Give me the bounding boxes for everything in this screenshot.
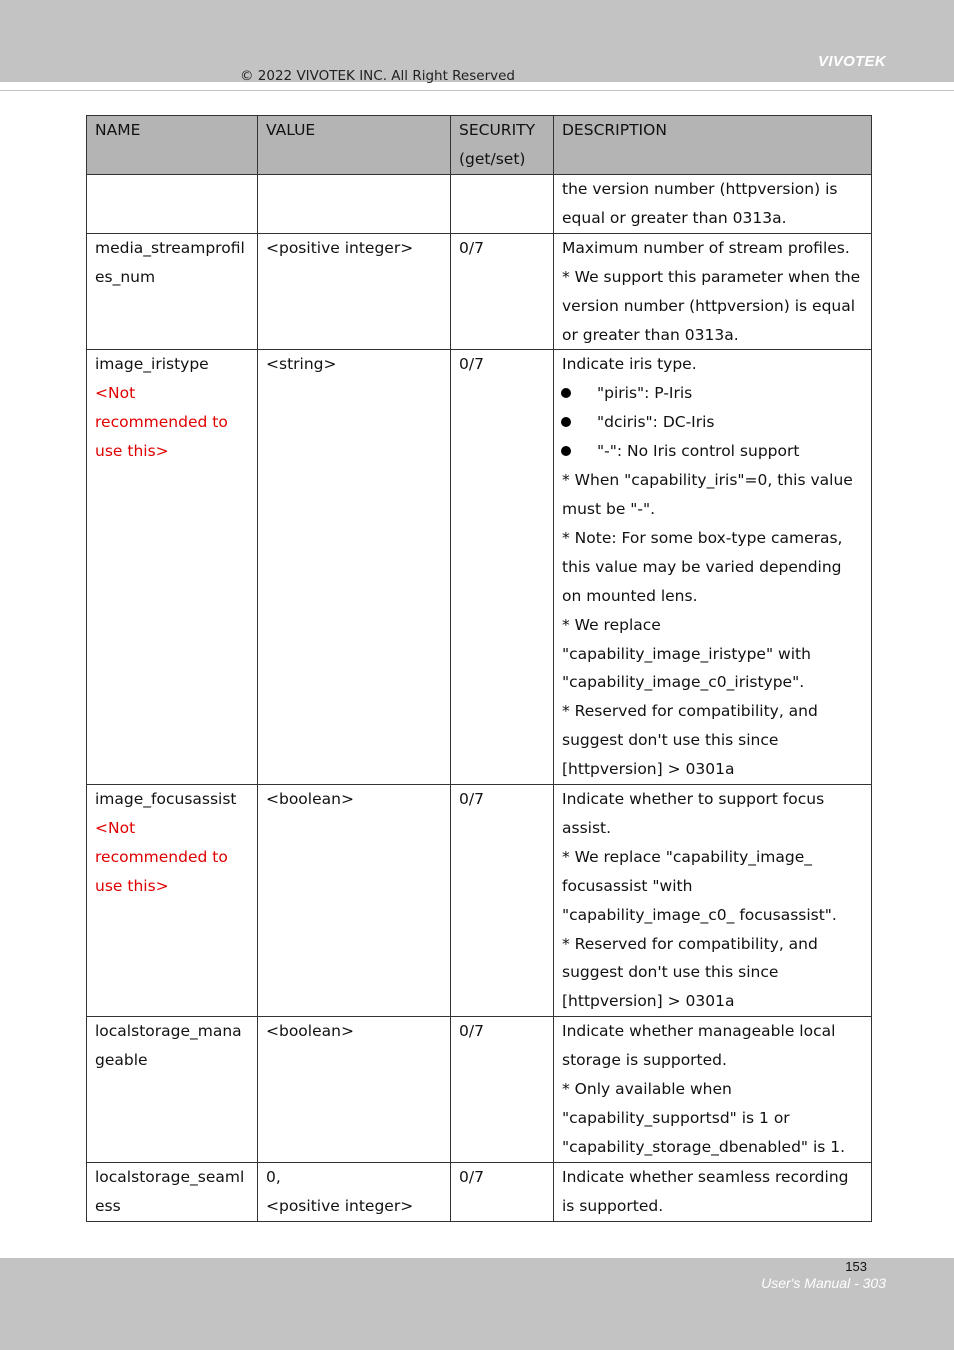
security-header-subline: (get/set): [459, 149, 526, 168]
bullet-item: "dciris": DC-Iris: [562, 408, 865, 437]
cell-description: [554, 175, 872, 234]
value-line: 0,: [266, 1167, 281, 1186]
table-row: [87, 1162, 872, 1221]
table-row: [87, 1017, 872, 1163]
deprecation-note: <Not recommended to use this>: [95, 818, 228, 895]
cell-name: media_streamprofiles_num: [87, 233, 258, 350]
description-line: * We replace "capability_image_iristype" with "capability_image_c0_iristype".: [562, 615, 811, 692]
table-row: [87, 175, 872, 234]
cell-name: localstorage_seamless: [87, 1162, 258, 1221]
bullet-item: "-": No Iris control support: [562, 437, 865, 466]
cell-value: [258, 1162, 451, 1221]
cell-security: 0/7: [451, 1017, 554, 1163]
cell-security: 0/7: [451, 350, 554, 785]
table-row: [87, 233, 872, 350]
table-header-row: [87, 116, 872, 175]
parameter-table: [86, 115, 872, 1222]
description-line: * Note: For some box-type cameras, this value may be varied depending on mounted lens.: [562, 528, 843, 605]
cell-security: 0/7: [451, 1162, 554, 1221]
cell-value: <boolean>: [258, 1017, 451, 1163]
description-line: Indicate iris type.: [562, 355, 697, 374]
security-header-line: SECURITY: [459, 121, 536, 139]
cell-name: [87, 785, 258, 1017]
cell-description: [554, 1017, 872, 1163]
footer-band: [0, 1258, 954, 1350]
cell-description: [554, 233, 872, 350]
manual-page-reference: User's Manual - 303: [761, 1275, 886, 1291]
description-line: * Reserved for compatibility, and suggest don't use this since [httpversion] > 0301a: [562, 934, 818, 1011]
column-header-value: VALUE: [258, 116, 451, 175]
description-line: * Reserved for compatibility, and suggest don't use this since [httpversion] > 0301a: [562, 702, 818, 779]
deprecation-note: <Not recommended to use this>: [95, 384, 228, 461]
cell-name: [87, 350, 258, 785]
column-header-name: NAME: [87, 116, 258, 175]
cell-name: localstorage_manageable: [87, 1017, 258, 1163]
cell-value: <boolean>: [258, 785, 451, 1017]
cell-security: [451, 175, 554, 234]
header-rule: [0, 90, 954, 91]
description-line: * Only available when "capability_supportsd" is 1 or "capability_storage_dbenabled" is 1.: [562, 1080, 846, 1156]
column-header-security: [451, 116, 554, 175]
table-row: [87, 785, 872, 1017]
cell-value: <positive integer>: [258, 233, 451, 350]
description-line: * We support this parameter when the version number (httpversion) is equal or greater than 0313a.: [562, 267, 861, 344]
cell-description: [554, 1162, 872, 1221]
parameter-name: image_focusassist: [95, 790, 237, 809]
description-line: * We replace "capability_image_ focusassist "with "capability_image_c0_ focusassist".: [562, 847, 837, 924]
cell-description: [554, 785, 872, 1017]
description-line: Indicate whether manageable local storage is supported.: [562, 1022, 836, 1070]
cell-name: [87, 175, 258, 234]
parameter-name: image_iristype: [95, 355, 209, 374]
cell-security: 0/7: [451, 233, 554, 350]
bullet-item: "piris": P-Iris: [562, 379, 865, 408]
description-line: * When "capability_iris"=0, this value must be "-".: [562, 471, 853, 518]
cell-description: [554, 350, 872, 785]
cell-security: 0/7: [451, 785, 554, 1017]
copyright-text: © 2022 VIVOTEK INC. All Right Reserved: [240, 68, 515, 84]
table-row: [87, 350, 872, 785]
value-line: <positive integer>: [266, 1196, 414, 1215]
page-number: 153: [845, 1259, 867, 1274]
cell-value: <string>: [258, 350, 451, 785]
description-line: Indicate whether to support focus assist.: [562, 790, 825, 837]
description-line: Indicate whether seamless recording is supported.: [562, 1167, 849, 1215]
cell-value: [258, 175, 451, 234]
description-line: the version number (httpversion) is equal or greater than 0313a.: [562, 180, 838, 227]
brand-logo-text: VIVOTEK: [818, 53, 886, 70]
column-header-description: DESCRIPTION: [554, 116, 872, 175]
description-line: Maximum number of stream profiles.: [562, 238, 850, 257]
